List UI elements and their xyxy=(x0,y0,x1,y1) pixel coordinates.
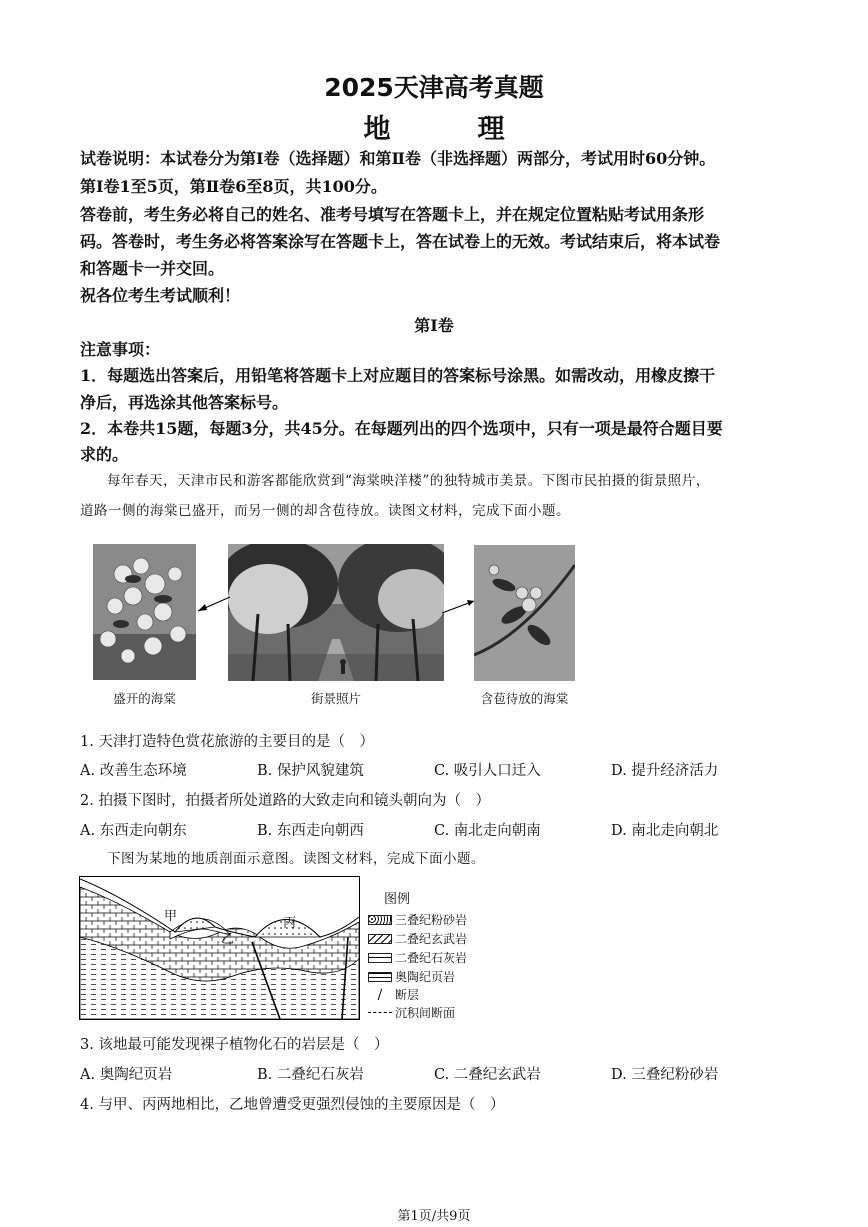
question-2-option-d: D. 南北走向朝北 xyxy=(611,823,719,839)
question-2-option-b: B. 东西走向朝西 xyxy=(257,823,364,839)
legend-label-3: 二叠纪石灰岩 xyxy=(395,951,468,965)
street-scene-photo xyxy=(228,544,444,681)
fault-line-icon: / xyxy=(377,986,383,1003)
passage1-line-1: 每年春天，天津市民和游客都能欣赏到“海棠映洋楼”的独特城市美景。下图市民拍摄的街景照片， xyxy=(107,473,710,489)
question-3-stem: 3. 该地最可能发现裸子植物化石的岩层是（ ） xyxy=(80,1037,389,1053)
unconformity-line-icon xyxy=(368,1012,392,1013)
budding-crabapple-photo xyxy=(474,545,575,681)
legend-item-ordovician-shale xyxy=(368,968,455,985)
question-2-option-c: C. 南北走向朝南 xyxy=(434,823,541,839)
question-3-option-c: C. 二叠纪玄武岩 xyxy=(434,1067,541,1083)
passage1-line-2: 道路一侧的海棠已盛开，而另一侧的却含苞待放。读图文材料，完成下面小题。 xyxy=(80,503,570,519)
label-jia: 甲 xyxy=(164,909,178,924)
question-2-option-a: A. 东西走向朝东 xyxy=(80,823,187,839)
instruction-line-5: 和答题卡一并交回。 xyxy=(80,259,225,278)
exam-title: 2025天津高考真题 xyxy=(324,73,544,102)
center-photo-caption: 街景照片 xyxy=(310,691,361,706)
question-1-option-b: B. 保护风貌建筑 xyxy=(257,763,364,779)
label-yi: 乙 xyxy=(221,932,235,947)
page-footer: 第1页/共9页 xyxy=(397,1209,471,1224)
legend-item-fault xyxy=(368,986,419,1003)
question-2-stem: 2. 拍摄下图时，拍摄者所处道路的大致走向和镜头朝向为（ ） xyxy=(80,793,490,809)
basalt-swatch-icon xyxy=(368,934,392,944)
geologic-section-diagram xyxy=(79,876,360,1020)
question-1-stem: 1. 天津打造特色赏花旅游的主要目的是（ ） xyxy=(80,734,374,750)
legend-label-2: 二叠纪玄武岩 xyxy=(395,932,468,946)
question-4-stem: 4. 与甲、丙两地相比，乙地曾遭受更强烈侵蚀的主要原因是（ ） xyxy=(80,1097,505,1113)
legend-item-unconformity xyxy=(368,1004,455,1021)
note-line-4: 求的。 xyxy=(80,445,129,464)
right-arrow-icon xyxy=(440,595,476,615)
legend-item-permian-basalt xyxy=(368,930,467,947)
notes-heading: 注意事项： xyxy=(80,340,161,359)
section-title: 第Ⅰ卷 xyxy=(414,316,454,335)
instruction-line-6: 祝各位考生考试顺利！ xyxy=(80,286,241,305)
legend-title: 图例 xyxy=(384,892,411,907)
left-photo-caption: 盛开的海棠 xyxy=(113,691,176,706)
note-line-3: 2．本卷共15题，每题3分，共45分。在每题列出的四个选项中，只有一项是最符合题目要 xyxy=(80,419,723,438)
legend-label-4: 奥陶纪页岩 xyxy=(395,970,456,984)
limestone-swatch-icon xyxy=(368,953,392,963)
right-photo-caption: 含苞待放的海棠 xyxy=(480,691,569,706)
left-arrow-icon xyxy=(196,595,232,615)
legend-item-triassic-siltstone xyxy=(368,911,467,928)
question-1-option-c: C. 吸引人口迁入 xyxy=(434,763,541,779)
question-3-option-d: D. 三叠纪粉砂岩 xyxy=(611,1067,719,1083)
instruction-line-3: 答卷前，考生务必将自己的姓名、准考号填写在答题卡上，并在规定位置粘贴考试用条形 xyxy=(80,205,705,224)
legend-label-1: 三叠纪粉砂岩 xyxy=(395,913,468,927)
legend-item-permian-limestone xyxy=(368,949,467,966)
blooming-crabapple-photo xyxy=(93,544,196,680)
legend-label-5: 断层 xyxy=(395,988,420,1002)
passage2: 下图为某地的地质剖面示意图。读图文材料，完成下面小题。 xyxy=(107,851,485,867)
instruction-line-1: 试卷说明：本试卷分为第Ⅰ卷（选择题）和第Ⅱ卷（非选择题）两部分，考试用时60分钟。 xyxy=(80,149,716,168)
legend-label-6: 沉积间断面 xyxy=(395,1006,456,1020)
instruction-line-4: 码。答卷时，考生务必将答案涂写在答题卡上，答在试卷上的无效。考试结束后，将本试卷 xyxy=(80,232,721,251)
question-3-option-a: A. 奥陶纪页岩 xyxy=(80,1067,173,1083)
question-1-option-d: D. 提升经济活力 xyxy=(611,763,719,779)
instruction-line-2: 第Ⅰ卷1至5页，第Ⅱ卷6至8页，共100分。 xyxy=(80,177,387,196)
note-line-1: 1．每题选出答案后，用铅笔将答题卡上对应题目的答案标号涂黑。如需改动，用橡皮擦干 xyxy=(80,366,716,385)
siltstone-swatch-icon xyxy=(368,915,392,925)
shale-swatch-icon xyxy=(368,972,392,982)
note-line-2: 净后，再选涂其他答案标号。 xyxy=(80,393,289,412)
question-1-option-a: A. 改善生态环境 xyxy=(80,763,187,779)
label-bing: 丙 xyxy=(283,916,297,931)
question-3-option-b: B. 二叠纪石灰岩 xyxy=(257,1067,364,1083)
subject-title: 地 理 xyxy=(363,114,535,145)
